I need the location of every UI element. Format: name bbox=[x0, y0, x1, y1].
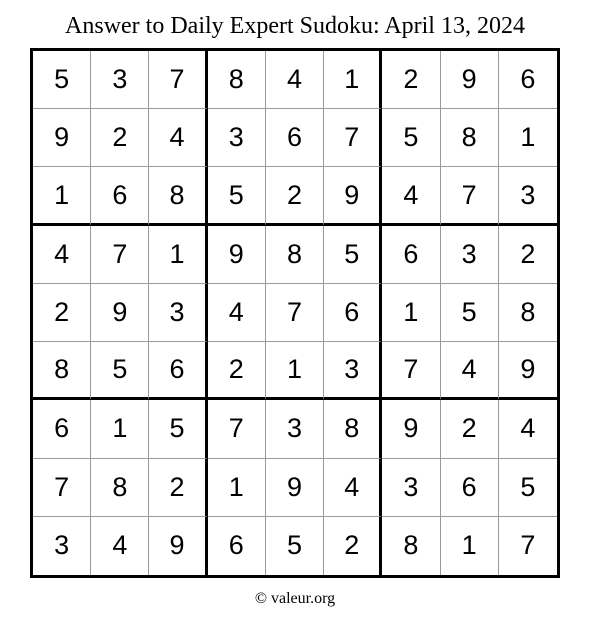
sudoku-cell: 3 bbox=[324, 342, 382, 400]
sudoku-cell: 5 bbox=[266, 517, 324, 575]
sudoku-cell: 8 bbox=[266, 226, 324, 284]
sudoku-cell: 8 bbox=[208, 51, 266, 109]
sudoku-cell: 2 bbox=[208, 342, 266, 400]
sudoku-cell: 8 bbox=[441, 109, 499, 167]
sudoku-cell: 1 bbox=[149, 226, 207, 284]
sudoku-cell: 1 bbox=[324, 51, 382, 109]
sudoku-cell: 6 bbox=[149, 342, 207, 400]
sudoku-cell: 6 bbox=[499, 51, 557, 109]
sudoku-cell: 7 bbox=[520, 530, 536, 561]
sudoku-cell: 4 bbox=[382, 167, 440, 225]
sudoku-cell: 3 bbox=[91, 51, 149, 109]
sudoku-cell: 9 bbox=[149, 517, 207, 575]
sudoku-cell: 1 bbox=[91, 400, 149, 458]
sudoku-cell: 8 bbox=[149, 167, 207, 225]
sudoku-cell: 7 bbox=[208, 400, 266, 458]
sudoku-cell: 8 bbox=[91, 459, 149, 517]
sudoku-cell: 7 bbox=[33, 459, 91, 517]
sudoku-cell: 6 bbox=[33, 400, 91, 458]
sudoku-cell: 6 bbox=[382, 226, 440, 284]
sudoku-cell: 7 bbox=[91, 226, 149, 284]
sudoku-cell: 1 bbox=[33, 167, 91, 225]
page-title: Answer to Daily Expert Sudoku: April 13, 2024 bbox=[65, 13, 525, 39]
sudoku-cell: 2 bbox=[382, 51, 440, 109]
sudoku-cell: 9 bbox=[33, 109, 91, 167]
sudoku-cell: 4 bbox=[208, 284, 266, 342]
sudoku-cell: 8 bbox=[499, 284, 557, 342]
sudoku-cell: 1 bbox=[266, 342, 324, 400]
sudoku-cell: 2 bbox=[499, 226, 557, 284]
sudoku-cell: 5 bbox=[499, 459, 557, 517]
sudoku-cell: 6 bbox=[208, 517, 266, 575]
sudoku-cell: 1 bbox=[208, 459, 266, 517]
sudoku-cell: 9 bbox=[441, 51, 499, 109]
sudoku-cell: 3 bbox=[441, 226, 499, 284]
sudoku-cell: 6 bbox=[266, 109, 324, 167]
sudoku-cell: 5 bbox=[91, 342, 149, 400]
sudoku-cell: 9 bbox=[324, 167, 382, 225]
sudoku-cell: 2 bbox=[441, 400, 499, 458]
sudoku-cell: 2 bbox=[91, 109, 149, 167]
sudoku-cell: 1 bbox=[441, 517, 499, 575]
sudoku-cell: 4 bbox=[499, 400, 557, 458]
sudoku-cell: 4 bbox=[33, 226, 91, 284]
sudoku-cell: 3 bbox=[382, 459, 440, 517]
sudoku-cell: 4 bbox=[266, 51, 324, 109]
sudoku-cell: 8 bbox=[33, 342, 91, 400]
sudoku-grid bbox=[30, 48, 560, 578]
sudoku-cell: 4 bbox=[91, 517, 149, 575]
sudoku-cell: 6 bbox=[324, 284, 382, 342]
sudoku-cell: 5 bbox=[33, 51, 91, 109]
sudoku-cell: 7 bbox=[441, 167, 499, 225]
sudoku-cell: 2 bbox=[266, 167, 324, 225]
sudoku-cell: 1 bbox=[382, 284, 440, 342]
sudoku-cell: 2 bbox=[149, 459, 207, 517]
sudoku-cell: 9 bbox=[208, 226, 266, 284]
sudoku-cell: 6 bbox=[91, 167, 149, 225]
sudoku-cell: 3 bbox=[208, 109, 266, 167]
sudoku-cell: 9 bbox=[499, 342, 557, 400]
sudoku-cell: 7 bbox=[149, 51, 207, 109]
sudoku-cell: 7 bbox=[266, 284, 324, 342]
sudoku-cell: 3 bbox=[499, 167, 557, 225]
sudoku-cell: 9 bbox=[91, 284, 149, 342]
sudoku-cell: 7 bbox=[382, 342, 440, 400]
copyright-footer: © valeur.org bbox=[254, 590, 336, 607]
sudoku-cell: 1 bbox=[499, 109, 557, 167]
sudoku-cell: 5 bbox=[208, 167, 266, 225]
sudoku-cell: 4 bbox=[149, 109, 207, 167]
sudoku-cell: 3 bbox=[33, 517, 91, 575]
sudoku-cell: 5 bbox=[324, 226, 382, 284]
sudoku-cell: 7 bbox=[324, 109, 382, 167]
sudoku-cell: 3 bbox=[149, 284, 207, 342]
sudoku-cell: 9 bbox=[266, 459, 324, 517]
sudoku-cell: 2 bbox=[324, 517, 382, 575]
sudoku-cell: 4 bbox=[441, 342, 499, 400]
sudoku-cell: 5 bbox=[382, 109, 440, 167]
sudoku-cell: 8 bbox=[324, 400, 382, 458]
sudoku-cell: 5 bbox=[149, 400, 207, 458]
sudoku-cell: 3 bbox=[266, 400, 324, 458]
sudoku-cell: 2 bbox=[33, 284, 91, 342]
sudoku-cell: 6 bbox=[441, 459, 499, 517]
sudoku-cell: 4 bbox=[324, 459, 382, 517]
sudoku-cell: 5 bbox=[441, 284, 499, 342]
sudoku-cell: 9 bbox=[382, 400, 440, 458]
sudoku-cell: 8 bbox=[382, 517, 440, 575]
